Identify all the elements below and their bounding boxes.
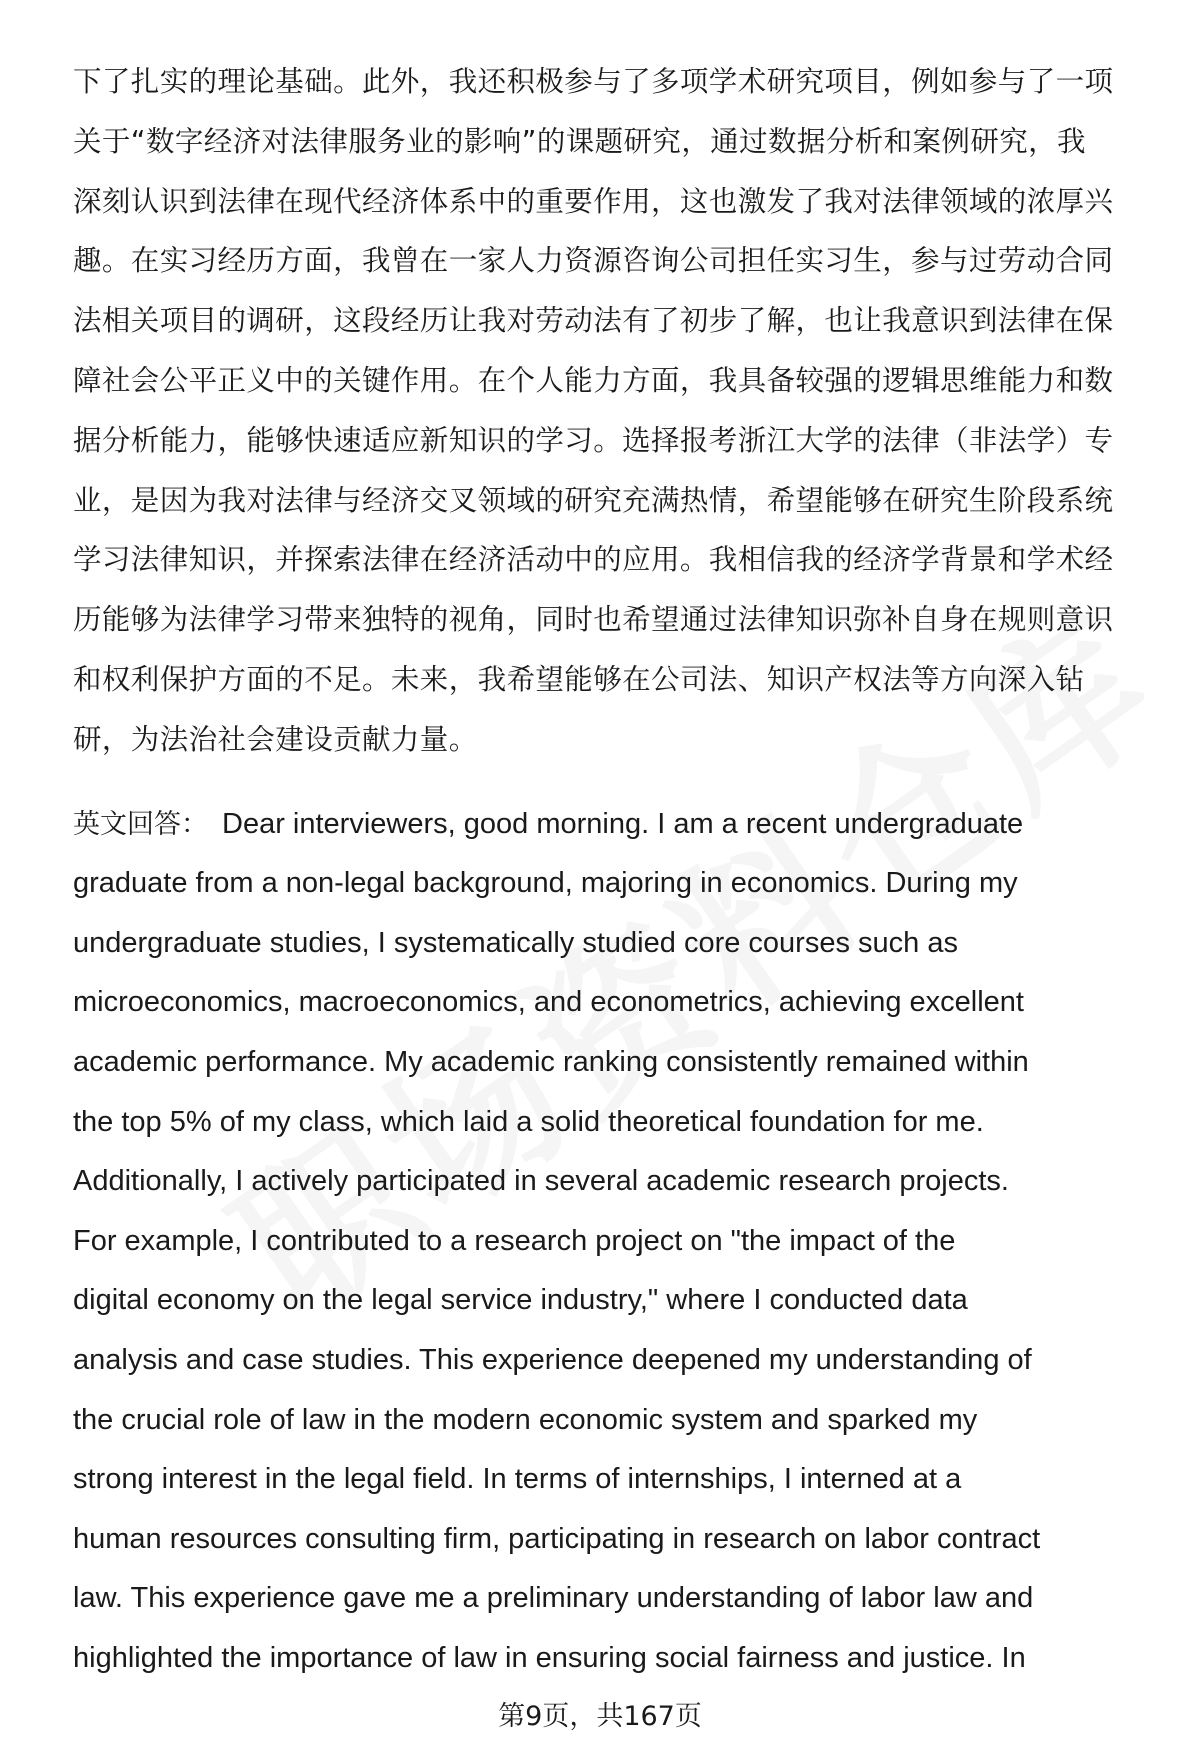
text-line: 历能够为法律学习带来独特的视角，同时也希望通过法律知识弥补自身在规则意识 [73,603,1114,637]
chinese-answer-paragraph [73,52,1153,770]
text-line: graduate from a non-legal background, majoring in economics. During my [73,867,1018,900]
text-line: 法相关项目的调研，这段经历让我对劳动法有了初步了解，也让我意识到法律在保 [73,304,1114,338]
text-line: microeconomics, macroeconomics, and econometrics, achieving excellent [73,986,1024,1019]
text-line: 据分析能力，能够快速适应新知识的学习。选择报考浙江大学的法律（非法学）专 [73,423,1114,457]
text-line: law. This experience gave me a preliminary understanding of labor law and [73,1582,1034,1615]
text-line: human resources consulting firm, participating in research on labor contract [73,1522,1041,1555]
page-number-footer: 第9页，共167页 [498,1701,702,1732]
text-line: 趣。在实习经历方面，我曾在一家人力资源咨询公司担任实习生，参与过劳动合同 [73,244,1114,278]
text-line: 研，为法治社会建设贡献力量。 [73,722,478,756]
english-answer-paragraph [73,795,1153,1689]
text-line-content: Dear interviewers, good morning. I am a recent undergraduate [222,807,1024,840]
text-line: 深刻认识到法律在现代经济体系中的重要作用，这也激发了我对法律领域的浓厚兴 [73,184,1114,218]
text-line: academic performance. My academic ranking consistently remained within [73,1045,1029,1078]
text-line: For example, I contributed to a research project on "the impact of the [73,1224,956,1257]
text-line: the crucial role of law in the modern economic system and sparked my [73,1403,978,1436]
text-line: digital economy on the legal service industry," where I conducted data [73,1284,968,1317]
text-line: 关于“数字经济对法律服务业的影响”的课题研究，通过数据分析和案例研究，我 [73,124,1086,158]
text-line: analysis and case studies. This experience deepened my understanding of [73,1343,1032,1376]
english-answer-label: 英文回答： [73,808,208,840]
text-line [73,795,1153,855]
page-content [73,52,1153,1688]
text-line: 下了扎实的理论基础。此外，我还积极参与了多项学术研究项目，例如参与了一项 [73,65,1114,98]
text-line: 学习法律知识，并探索法律在经济活动中的应用。我相信我的经济学背景和学术经 [73,543,1114,577]
text-line: 业，是因为我对法律与经济交叉领域的研究充满热情，希望能够在研究生阶段系统 [73,483,1114,517]
text-line: highlighted the importance of law in ensuring social fairness and justice. In [73,1641,1026,1674]
text-line: strong interest in the legal field. In terms of internships, I interned at a [73,1463,962,1496]
text-line: 障社会公平正义中的关键作用。在个人能力方面，我具备较强的逻辑思维能力和数 [73,363,1114,397]
text-line: the top 5% of my class, which laid a solid theoretical foundation for me. [73,1105,984,1138]
text-line: undergraduate studies, I systematically studied core courses such as [73,926,958,959]
text-line: Additionally, I actively participated in several academic research projects. [73,1165,1009,1198]
text-line: 和权利保护方面的不足。未来，我希望能够在公司法、知识产权法等方向深入钻 [73,662,1085,696]
